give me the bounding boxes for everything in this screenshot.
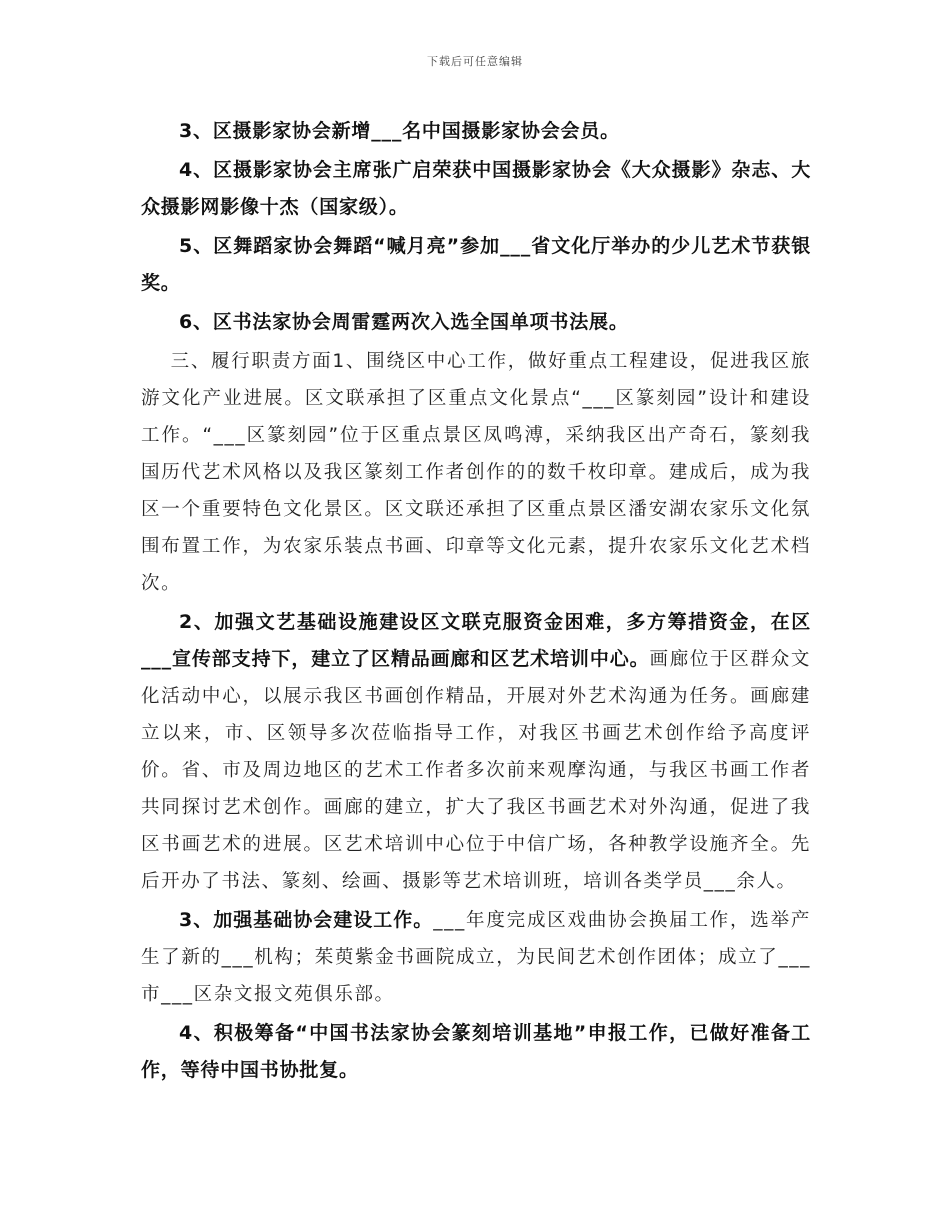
paragraph-facilities-body: 画廊位于区群众文化活动中心，以展示我区书画创作精品，开展对外艺术沟通为任务。画廊建立以来，市、区领导多次莅临指导工作，对我区书画艺术创作给予高度评价。省、市及周边地区的艺术工作者多次前来观摩沟通，与我区书画工作者共同探讨艺术创作。画廊的建立，扩大了我区书画艺术对外沟通，促进了我区书画艺术的进展。区艺术培训中心位于中信广场，各种教学设施齐全。先后开办了书法、篆刻、绘画、摄影等艺术培训班，培训各类学员___余人。 (141, 649, 811, 892)
paragraph-section-three: 三、履行职责方面1、围绕区中心工作，做好重点工程建设，促进我区旅游文化产业进展。区文联承担了区重点文化景点“___区篆刻园”设计和建设工作。“___区篆刻园”位于区重点景区凤鸣溥，采纳我区出产奇石，篆刻我国历代艺术风格以及我区篆刻工作者创作的的数千枚印章。建成后，成为我区一个重要特色文化景区。区文联还承担了区重点景区潘安湖农家乐文化氛围布置工作，为农家乐装点书画、印章等文化元素，提升农家乐文化艺术档次。 (141, 351, 811, 594)
paragraph-associations-lead: 3、加强基础协会建设工作。 (179, 909, 434, 931)
page-header: 下载后可任意编辑 (427, 55, 523, 68)
paragraph-3-photography-members: 3、区摄影家协会新增___名中国摄影家协会会员。 (179, 120, 620, 142)
paragraph-facilities-lead: 2、加强文艺基础设施建设区文联克服资金困难，多方筹措资金，在区___宣传部支持下，建立了区精品画廊和区艺术培训中心。 (141, 611, 811, 670)
document-body (141, 113, 811, 1091)
paragraph-6-calligraphy: 6、区书法家协会周雷霆两次入选全国单项书法展。 (179, 311, 629, 333)
paragraph-associations (141, 902, 811, 1013)
paragraph-5-dance-award: 5、区舞蹈家协会舞蹈“喊月亮”参加___省文化厅举办的少儿艺术节获银奖。 (141, 235, 811, 294)
paragraph-training-base: 4、积极筹备“中国书法家协会篆刻培训基地”申报工作，已做好准备工作，等待中国书协批复。 (141, 1022, 811, 1081)
paragraph-4-photography-award: 4、区摄影家协会主席张广启荣获中国摄影家协会《大众摄影》杂志、大众摄影网影像十杰（国家级）。 (141, 159, 811, 218)
paragraph-associations-body: ___年度完成区戏曲协会换届工作，选举产生了新的___机构；茱萸紫金书画院成立，为民间艺术创作团体；成立了___市___区杂文报文苑俱乐部。 (141, 910, 811, 1005)
paragraph-facilities (141, 604, 811, 900)
